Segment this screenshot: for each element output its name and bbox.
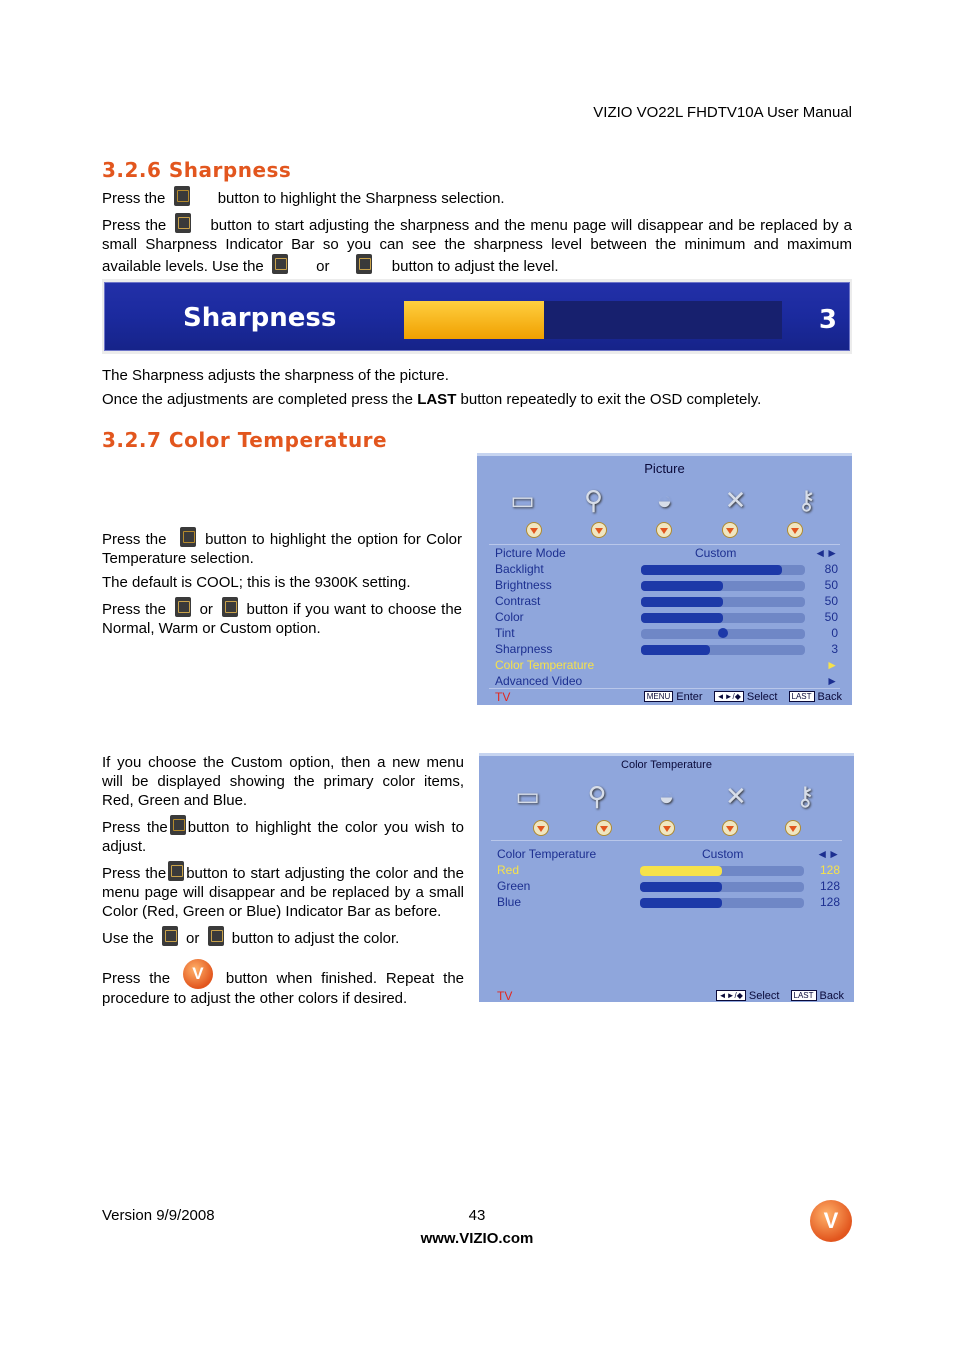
divider: [489, 688, 840, 689]
text: button to adjust the level.: [391, 258, 559, 275]
menu-row-value: 128: [819, 895, 840, 909]
volume-left-icon: [175, 597, 191, 617]
custom-option-text-block: [102, 753, 464, 1008]
select-hint: Select: [746, 691, 778, 703]
menu-row[interactable]: [497, 847, 840, 863]
menu-row-label: Advanced Video: [495, 674, 583, 688]
text: button to highlight the color you wish to adjust.: [102, 819, 464, 855]
text: button to start adjusting the sharpness and the menu page will disappear and be replaced by a small Sharpness Indicator Bar so you can see the sharpness level between the minimum and maximum available levels. Use the: [102, 217, 852, 275]
sharpness-indicator-bar: [102, 279, 852, 354]
down-arrow-icon: [526, 522, 542, 538]
menu-row[interactable]: [497, 895, 840, 911]
down-arrow-icon: [785, 820, 801, 836]
menu-row-label: Contrast: [495, 594, 541, 608]
microphone-icon: ⚲: [583, 485, 604, 515]
channel-button-icon: [174, 186, 190, 206]
satellite-icon: ◒: [658, 781, 675, 811]
menu-row[interactable]: [495, 578, 838, 594]
last-key-icon: LAST: [789, 691, 815, 702]
text: button to start adjusting the color and the menu page will disappear and be replaced by a small Color (Red, Green or Blue) Indicator Bar as before.: [102, 865, 464, 920]
slider-fill: [641, 565, 782, 575]
input-label: TV: [497, 989, 513, 1003]
slider-track[interactable]: [641, 629, 805, 639]
menu-row-value: 128: [819, 879, 840, 893]
slider-track[interactable]: [640, 866, 804, 876]
satellite-icon: ◒: [656, 485, 673, 515]
slider-track[interactable]: [641, 581, 805, 591]
menu-row-setting: Custom: [695, 546, 737, 560]
enter-hint: Enter: [676, 691, 703, 703]
ct-custom-paragraph-4: [102, 926, 464, 948]
sharpness-heading: 3.2.6 Sharpness: [102, 158, 292, 182]
slider-fill: [641, 613, 723, 623]
microphone-icon: ⚲: [587, 781, 607, 811]
text: button if you want to choose the Normal, Warm or Custom option.: [102, 601, 463, 637]
slider-fill: [641, 597, 723, 607]
color-temperature-heading: 3.2.7 Color Temperature: [102, 428, 388, 452]
slider-fill: [641, 581, 723, 591]
channel-button-icon: [170, 815, 186, 835]
ct-custom-paragraph-3: [102, 861, 464, 921]
menu-row-label: Color Temperature: [497, 847, 597, 861]
menu-row-setting: Custom: [702, 847, 744, 861]
menu-row[interactable]: [495, 642, 838, 658]
menu-row[interactable]: [497, 863, 840, 879]
menu-row-value: 3: [831, 642, 838, 656]
slider-track[interactable]: [641, 613, 805, 623]
monitor-icon: ▭: [510, 485, 535, 515]
down-arrow-icon: [722, 820, 738, 836]
volume-left-icon: [272, 254, 288, 274]
menu-row-value: 50: [824, 594, 838, 608]
text: Use the: [102, 930, 154, 947]
logo-letter: V: [823, 1208, 839, 1233]
ct-paragraph-3: [102, 597, 462, 638]
divider: [489, 544, 840, 545]
ct-custom-paragraph-2: [102, 815, 464, 856]
text: Press the: [102, 217, 167, 234]
text: Press the: [102, 970, 171, 987]
text: or: [316, 258, 330, 275]
menu-row[interactable]: [495, 562, 838, 578]
text: button to highlight the option for Color Temperature selection.: [102, 531, 462, 567]
website-link[interactable]: www.VIZIO.com: [420, 1230, 534, 1247]
osd-title: Picture: [644, 461, 685, 476]
down-arrow-icon: [659, 820, 675, 836]
down-arrow-icon: [656, 522, 672, 538]
slider-track[interactable]: [640, 898, 804, 908]
sharpness-paragraph-4: [102, 390, 852, 409]
osd-icon-row: [479, 778, 854, 814]
sharpness-paragraph-2: [102, 213, 852, 276]
menu-row[interactable]: [495, 546, 838, 562]
text: button repeatedly to exit the OSD completely.: [460, 391, 762, 408]
ct-paragraph-2: The default is COOL; this is the 9300K setting.: [102, 574, 411, 591]
menu-row-value: 50: [824, 578, 838, 592]
down-arrow-icon: [591, 522, 607, 538]
menu-row-label: Red: [497, 863, 520, 877]
sharpness-paragraph-3: The Sharpness adjusts the sharpness of the picture.: [102, 367, 449, 384]
slider-track[interactable]: [640, 882, 804, 892]
text: Press the: [102, 601, 166, 618]
back-hint: Back: [819, 990, 844, 1002]
nav-key-icon: ◄►/◆: [714, 691, 744, 702]
volume-right-icon: [168, 861, 184, 881]
text: button to highlight the Sharpness selection.: [217, 190, 505, 207]
volume-right-icon: [175, 213, 191, 233]
sharpness-bar-fill: [404, 301, 544, 339]
volume-right-icon: [356, 254, 372, 274]
menu-row-value: 80: [824, 562, 838, 576]
channel-button-icon: [180, 527, 196, 547]
volume-right-icon: [222, 597, 238, 617]
version-label: Version 9/9/2008: [102, 1207, 215, 1224]
menu-row-label: Sharpness: [495, 642, 553, 656]
menu-row-arrow-icon: ►: [826, 674, 838, 688]
tools-icon: ✕: [724, 485, 747, 515]
vizio-logo-icon: [810, 1200, 852, 1242]
down-arrow-icon: [533, 820, 549, 836]
text: Press the: [102, 819, 168, 836]
menu-row-value: 50: [824, 610, 838, 624]
input-label: TV: [495, 690, 511, 704]
down-arrow-icon: [787, 522, 803, 538]
slider-fill: [640, 866, 722, 876]
osd-icon-row: [477, 482, 852, 518]
menu-row-label: Backlight: [495, 562, 544, 576]
menu-row-label: Picture Mode: [495, 546, 566, 560]
slider-fill: [641, 645, 710, 655]
key-icon: ⚷: [795, 781, 815, 811]
text: or: [199, 601, 213, 618]
back-hint: Back: [817, 691, 842, 703]
color-temperature-text-block: [102, 527, 462, 638]
text: button when finished. Repeat the procedure to adjust the other colors if desired.: [102, 970, 465, 1007]
vizio-v-button-icon: [183, 959, 213, 989]
menu-row-arrow-icon: ◄►: [814, 546, 838, 560]
manual-title: VIZIO VO22L FHDTV10A User Manual: [593, 104, 852, 121]
menu-key-icon: MENU: [644, 691, 674, 702]
slider-track[interactable]: [641, 565, 805, 575]
sharpness-bar-track: [404, 301, 782, 339]
ct-custom-paragraph-1: If you choose the Custom option, then a new menu will be displayed showing the primary color items, Red, Green and Blue.: [102, 754, 464, 809]
color-temperature-menu-screenshot: [479, 753, 854, 1002]
down-arrow-icon: [722, 522, 738, 538]
sharpness-paragraph-1: [102, 186, 852, 208]
text: button to adjust the color.: [231, 930, 400, 947]
text: Press the: [102, 531, 167, 548]
text: Press the: [102, 190, 166, 207]
menu-row-label: Color: [495, 610, 524, 624]
slider-knob[interactable]: [718, 628, 728, 638]
sharpness-bar-label: Sharpness: [183, 303, 337, 333]
picture-menu-screenshot: [477, 453, 852, 705]
volume-left-icon: [162, 926, 178, 946]
slider-fill: [640, 882, 722, 892]
text: Once the adjustments are completed press the: [102, 391, 414, 408]
menu-row-value: 0: [831, 626, 838, 640]
text: or: [186, 930, 200, 947]
nav-key-icon: ◄►/◆: [716, 990, 746, 1001]
menu-row-label: Green: [497, 879, 531, 893]
slider-fill: [640, 898, 722, 908]
color-temperature-menu-footer: [497, 989, 844, 1003]
monitor-icon: ▭: [515, 781, 540, 811]
osd-arrow-row: [479, 820, 854, 836]
menu-row[interactable]: [495, 626, 838, 642]
last-key-icon: LAST: [791, 990, 817, 1001]
menu-row[interactable]: [497, 879, 840, 895]
sharpness-bar-value: 3: [818, 305, 837, 335]
menu-row-value: 128: [819, 863, 840, 877]
key-icon: ⚷: [796, 485, 817, 515]
text: Press the: [102, 865, 167, 882]
slider-track[interactable]: [641, 645, 805, 655]
down-arrow-icon: [596, 820, 612, 836]
divider: [491, 840, 842, 841]
menu-row-arrow-icon: ◄►: [816, 847, 840, 861]
menu-row[interactable]: [495, 610, 838, 626]
slider-track[interactable]: [641, 597, 805, 607]
select-hint: Select: [748, 990, 780, 1002]
ct-custom-paragraph-5: [102, 959, 464, 1008]
menu-row-arrow-icon: ►: [826, 658, 838, 672]
osd-title: Color Temperature: [621, 759, 712, 771]
tools-icon: ✕: [724, 781, 747, 811]
menu-row-label: Blue: [497, 895, 522, 909]
menu-row-label: Tint: [495, 626, 515, 640]
menu-row[interactable]: [495, 658, 838, 674]
picture-menu-footer: [495, 690, 842, 704]
menu-row-label: Brightness: [495, 578, 552, 592]
last-keyword: LAST: [417, 391, 457, 408]
page-number: 43: [468, 1207, 486, 1224]
volume-right-icon: [208, 926, 224, 946]
ct-paragraph-1: [102, 527, 462, 568]
menu-row-label: Color Temperature: [495, 658, 595, 672]
menu-row[interactable]: [495, 594, 838, 610]
osd-arrow-row: [477, 522, 852, 538]
